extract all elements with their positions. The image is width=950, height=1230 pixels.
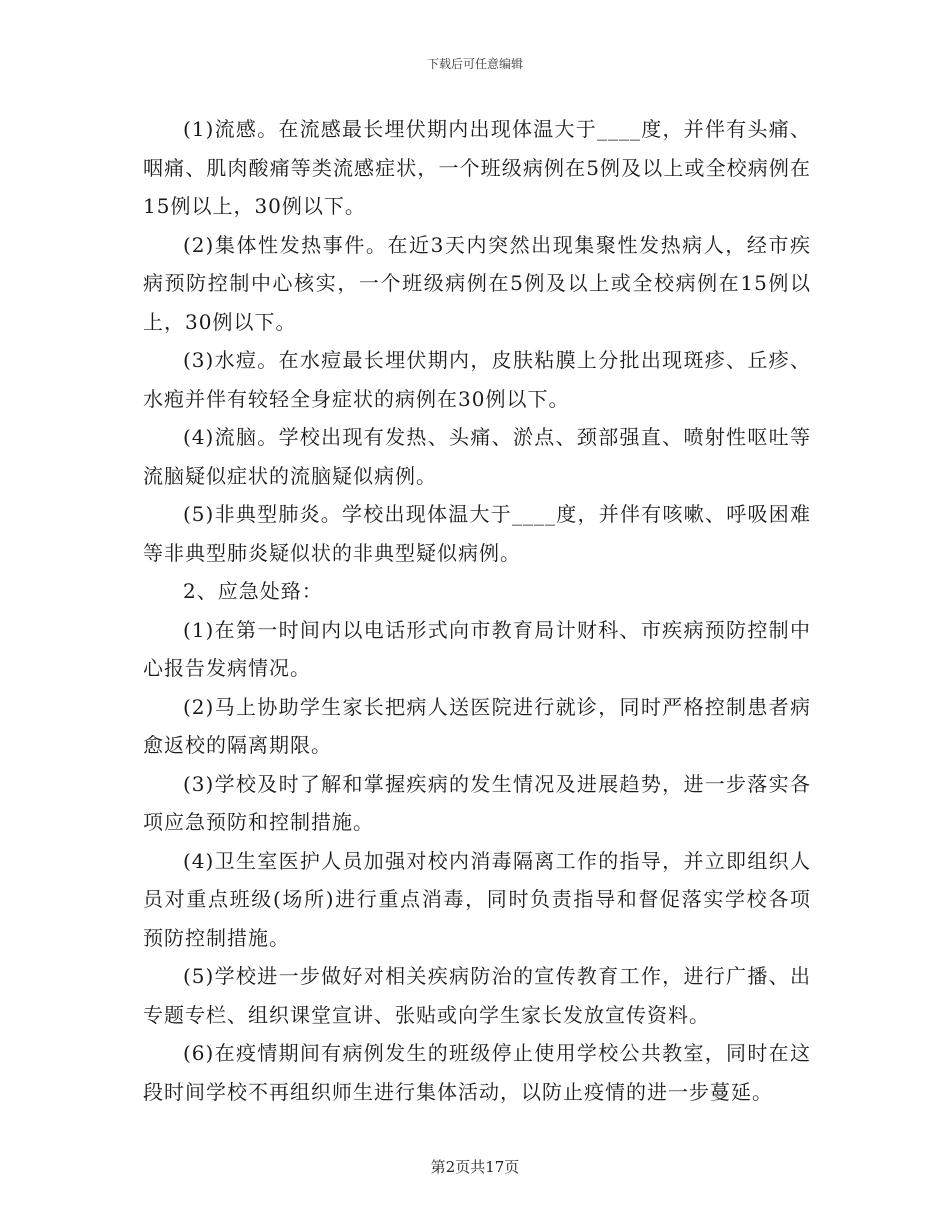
paragraph-chickenpox: (3)水痘。在水痘最长埋伏期内，皮肤粘膜上分批出现斑疹、丘疹、水疱并伴有较轻全身症状的病例在30例以下。 — [143, 348, 811, 411]
paragraph-hospital: (2)马上协助学生家长把病人送医院进行就诊，同时严格控制患者病愈返校的隔离期限。 — [143, 694, 811, 757]
section-heading-emergency: 2、应急处臵： — [183, 579, 323, 603]
paragraph-isolation: (6)在疫情期间有病例发生的班级停止使用学校公共教室，同时在这段时间学校不再组织师生进行集体活动，以防止疫情的进一步蔓延。 — [143, 1041, 811, 1104]
paragraph-disinfection: (4)卫生室医护人员加强对校内消毒隔离工作的指导，并立即组织人员对重点班级(场所)进行重点消毒，同时负责指导和督促落实学校各项预防控制措施。 — [143, 848, 811, 950]
page-header: 下载后可任意编辑 — [426, 57, 523, 71]
paragraph-sars: (5)非典型肺炎。学校出现体温大于____度，并伴有咳嗽、呼吸困难等非典型肺炎疑似状的非典型疑似病例。 — [143, 502, 811, 565]
paragraph-report: (1)在第一时间内以电话形式向市教育局计财科、市疾病预防控制中心报告发病情况。 — [143, 617, 811, 680]
page-number: 第2页共17页 — [430, 1158, 520, 1176]
paragraph-flu: (1)流感。在流感最长埋伏期内出现体温大于____度，并伴有头痛、咽痛、肌肉酸痛等类流感症状，一个班级病例在5例及以上或全校病例在15例以上，30例以下。 — [143, 117, 811, 218]
paragraph-education: (5)学校进一步做好对相关疾病防治的宣传教育工作，进行广播、出专题专栏、组织课堂宣讲、张贴或向学生家长发放宣传资料。 — [143, 964, 811, 1027]
document-body — [143, 110, 811, 1111]
paragraph-meningitis: (4)流脑。学校出现有发热、头痛、淤点、颈部强直、喷射性呕吐等流脑疑似症状的流脑疑似病例。 — [143, 425, 811, 488]
paragraph-monitoring: (3)学校及时了解和掌握疾病的发生情况及进展趋势，进一步落实各项应急预防和控制措施。 — [143, 771, 811, 834]
paragraph-fever-event: (2)集体性发热事件。在近3天内突然出现集聚性发热病人，经市疾病预防控制中心核实，一个班级病例在5例及以上或全校病例在15例以上，30例以下。 — [143, 232, 811, 334]
